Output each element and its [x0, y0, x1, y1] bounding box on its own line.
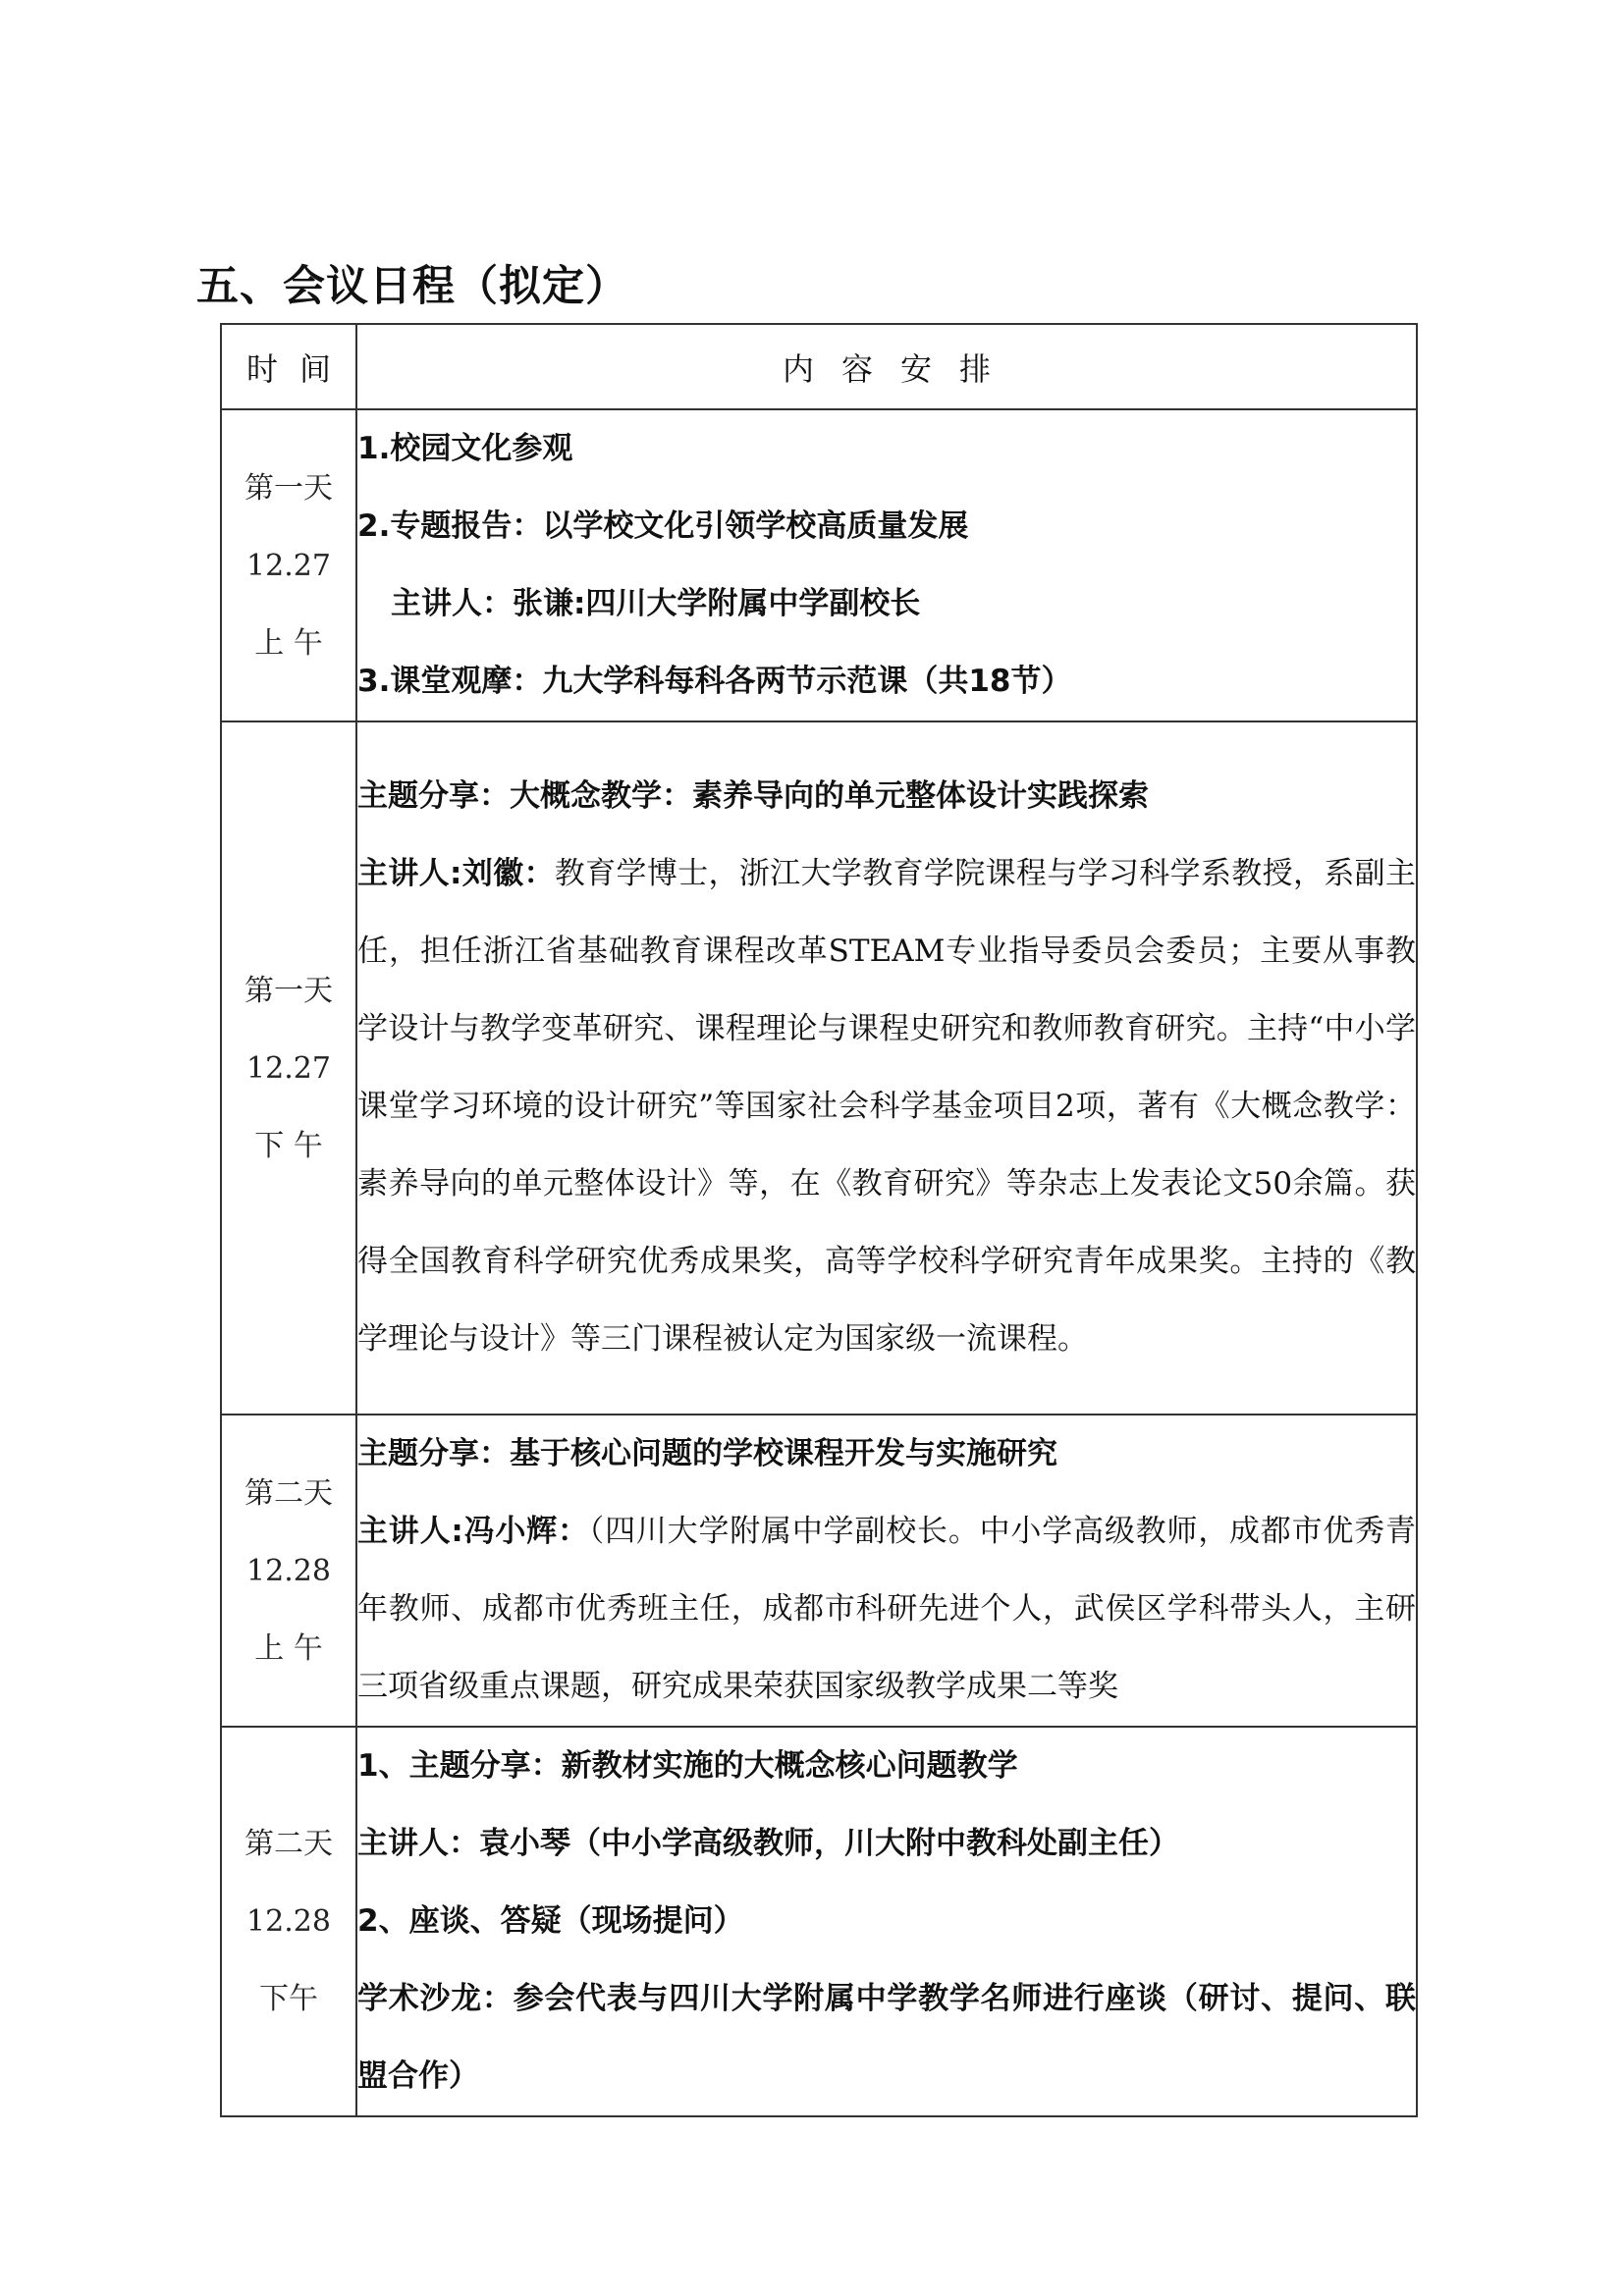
content-cell: [356, 721, 1417, 1415]
speaker-label: 主讲人:刘徽：: [357, 856, 555, 891]
agenda-item: 2.专题报告：以学校文化引领学校高质量发展: [357, 508, 969, 544]
period-label: 下 午: [254, 1128, 323, 1163]
salon-text: 学术沙龙：参会代表与四川大学附属中学教学名师进行座谈（研讨、提问、联盟合作）: [357, 1981, 1416, 2094]
time-cell: [221, 721, 356, 1415]
header-content: 内容安排: [356, 324, 1417, 409]
speaker-label: 主讲人:冯小辉：: [357, 1514, 589, 1549]
page-heading: 五、会议日程（拟定）: [196, 262, 628, 311]
agenda-item: 1.校园文化参观: [357, 431, 573, 466]
date-label: 12.28: [246, 1553, 331, 1588]
period-label: 下午: [259, 1982, 318, 2016]
table-header-row: [221, 324, 1417, 409]
speaker-line: 主讲人：张谦:四川大学附属中学副校长: [391, 586, 921, 621]
period-label: 上 午: [254, 1630, 323, 1666]
content-cell: [356, 409, 1417, 721]
table-row: [221, 1727, 1417, 2116]
time-cell: [221, 409, 356, 721]
agenda-item: 1、主题分享：新教材实施的大概念核心问题教学: [357, 1748, 1018, 1784]
topic-title: 主题分享：基于核心问题的学校课程开发与实施研究: [357, 1436, 1057, 1471]
day-label: 第一天: [244, 973, 333, 1008]
day-label: 第二天: [244, 1827, 333, 1861]
header-time: 时间: [221, 324, 356, 409]
table-row: [221, 409, 1417, 721]
topic-title: 主题分享：大概念教学：素养导向的单元整体设计实践探索: [357, 778, 1149, 814]
table-row: [221, 1415, 1417, 1727]
content-cell: [356, 1727, 1417, 2116]
speaker-line: 主讲人：袁小琴（中小学高级教师，川大附中教科处副主任）: [357, 1826, 1179, 1861]
speaker-text: 教育学博士，浙江大学教育学院课程与学习科学系教授，系副主任，担任浙江省基础教育课程改革STEAM专业指导委员会委员；主要从事教学设计与教学变革研究、课程理论与课程史研究和教师教育研究。主持“中小学课堂学习环境的设计研究”等国家社会科学基金项目2项，著有《大概念教学：素养导向的单元整体设计》等，在《教育研究》等杂志上发表论文50余篇。获得全国教育科学研究优秀成果奖，高等学校科学研究青年成果奖。主持的《教学理论与设计》等三门课程被认定为国家级一流课程。: [357, 856, 1417, 1357]
content-cell: [356, 1415, 1417, 1727]
agenda-item: 2、座谈、答疑（现场提问）: [357, 1903, 744, 1939]
speaker-bio: [357, 1493, 1416, 1726]
date-label: 12.28: [246, 1904, 331, 1939]
period-label: 上 午: [254, 625, 323, 661]
salon-item: [357, 1960, 1416, 2115]
agenda-item: 3.课堂观摩：九大学科每科各两节示范课（共18节）: [357, 664, 1072, 699]
day-label: 第一天: [244, 470, 333, 506]
speaker-bio: [357, 835, 1416, 1378]
time-cell: [221, 1415, 356, 1727]
date-label: 12.27: [246, 548, 331, 583]
day-label: 第二天: [244, 1475, 333, 1511]
table-row: [221, 721, 1417, 1415]
date-label: 12.27: [246, 1050, 331, 1086]
schedule-table: [220, 323, 1418, 2117]
speaker-text: （四川大学附属中学副校长。中小学高级教师，成都市优秀青年教师、成都市优秀班主任，成都市科研先进个人，武侯区学科带头人，主研三项省级重点课题，研究成果荣获国家级教学成果二等奖: [357, 1514, 1416, 1704]
time-cell: [221, 1727, 356, 2116]
